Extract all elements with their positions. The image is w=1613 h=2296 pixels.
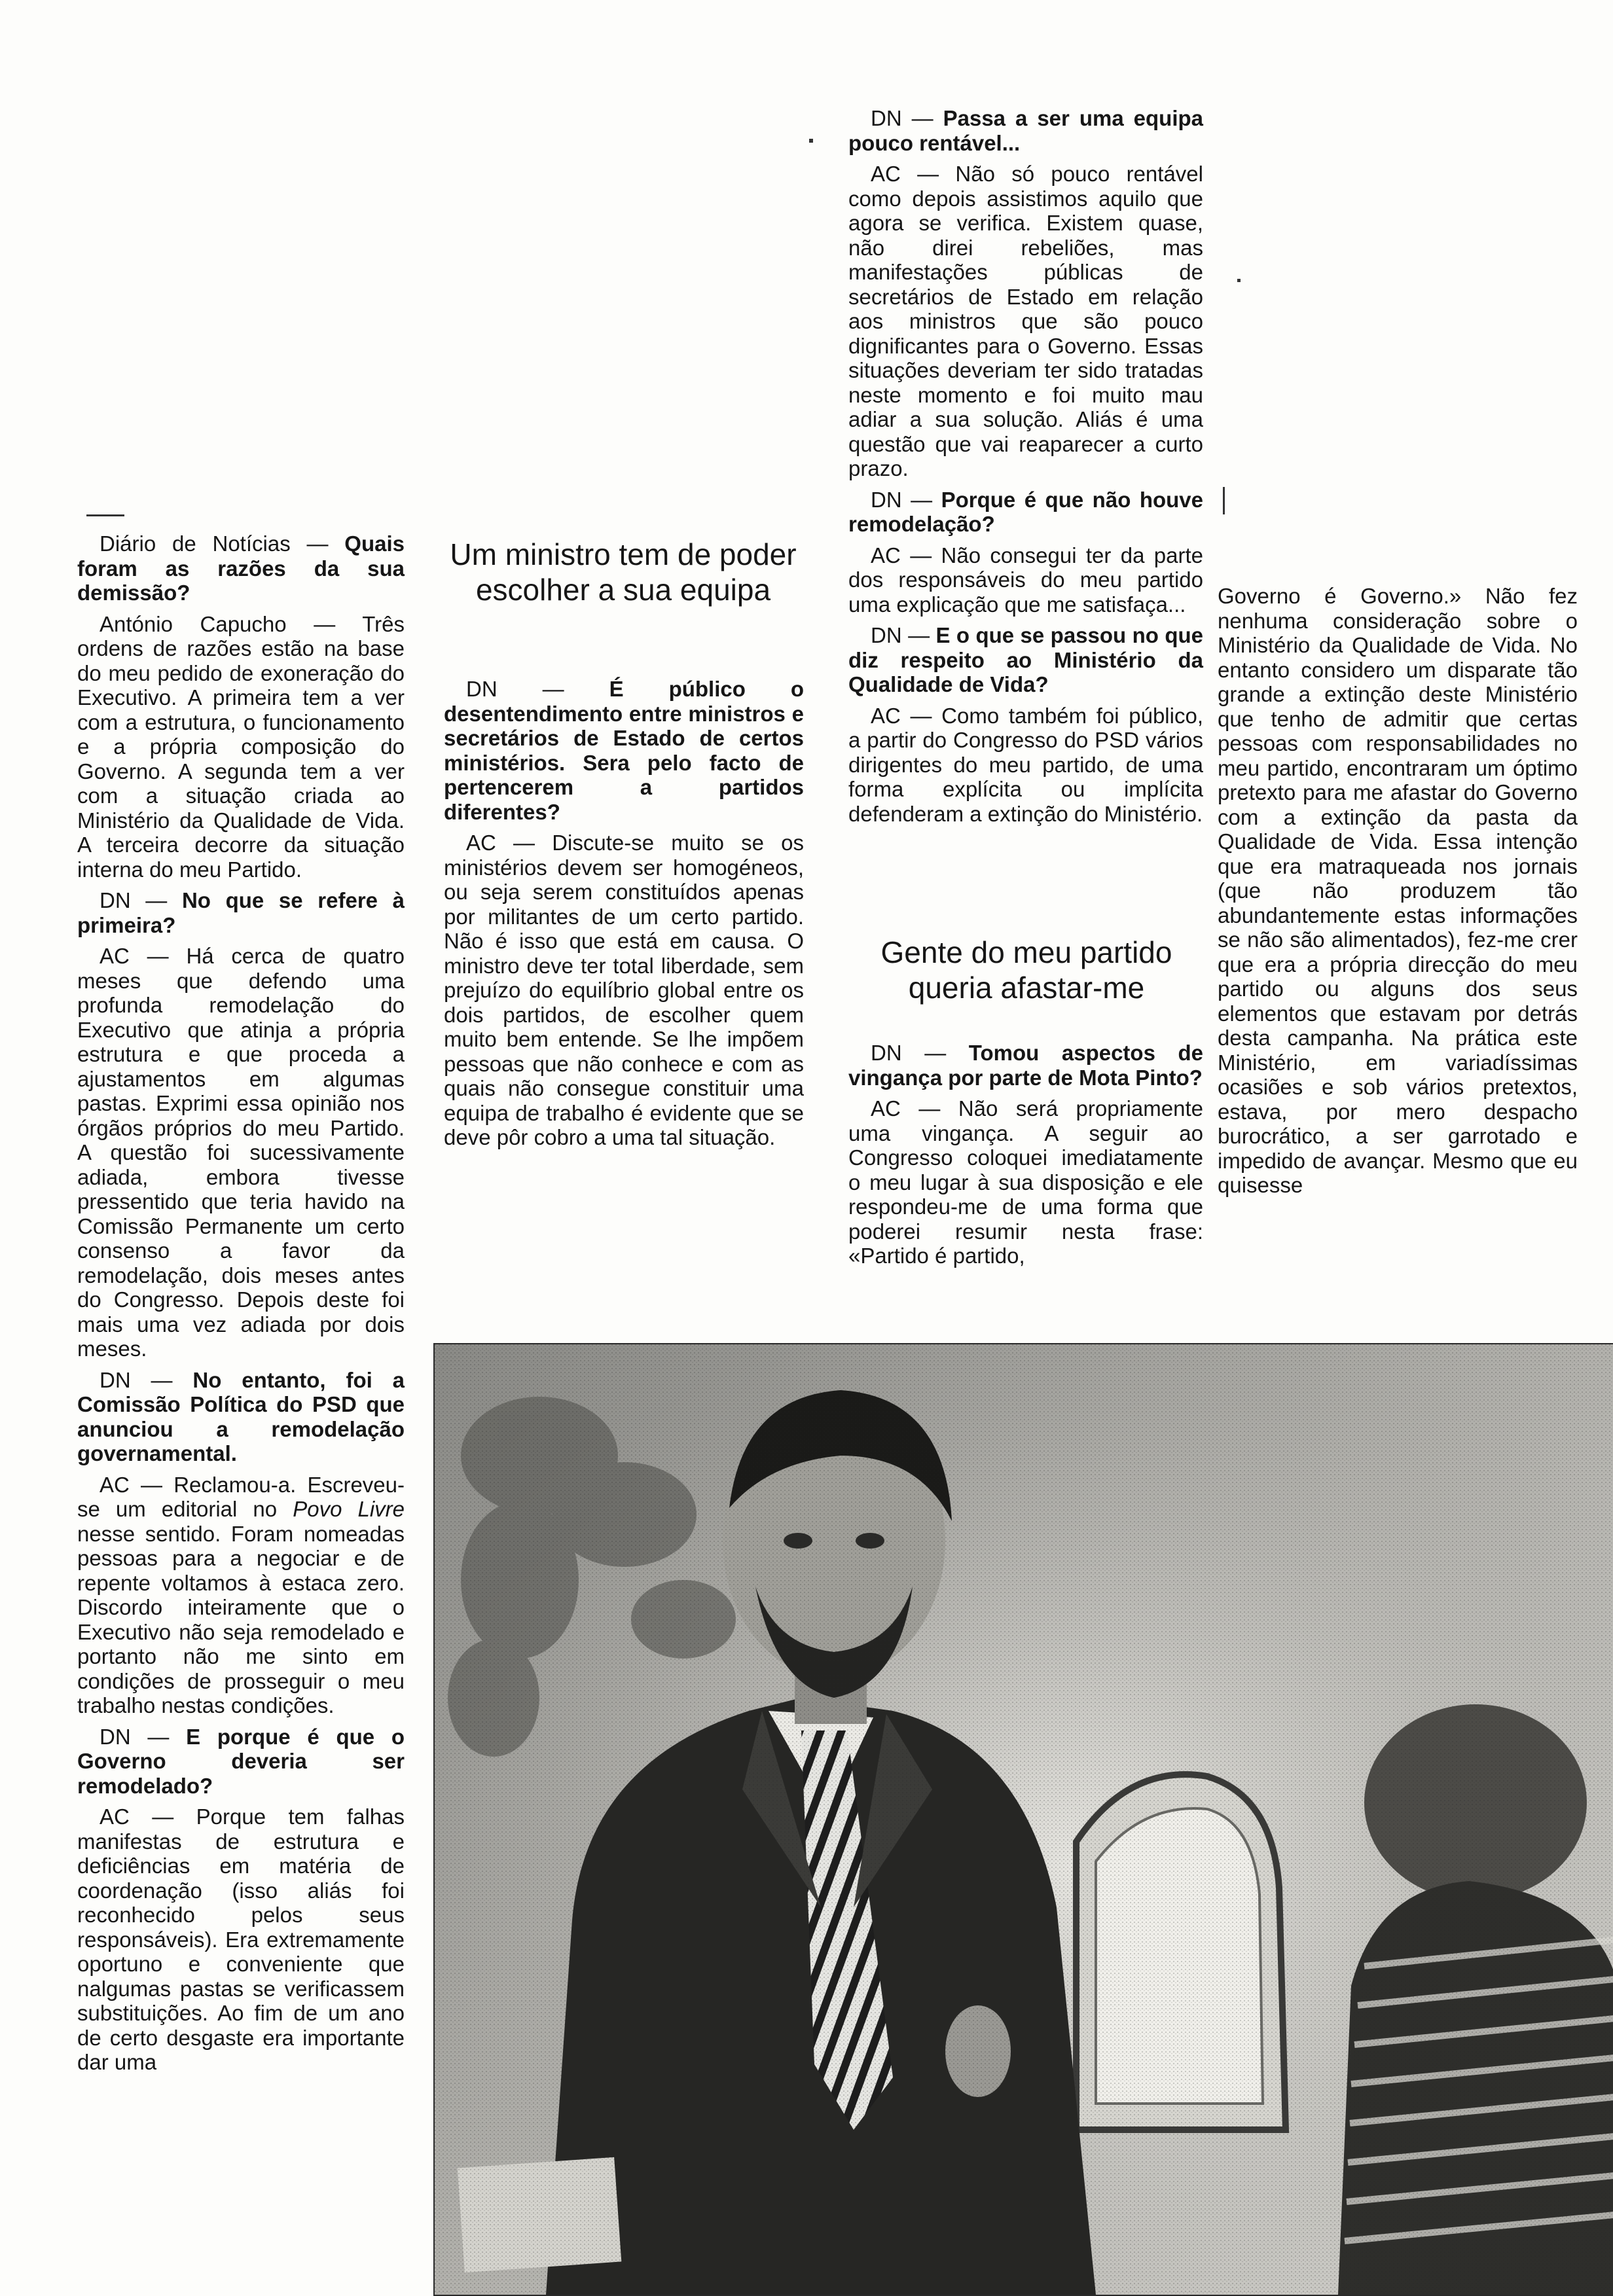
column-2-body: [444, 677, 804, 1150]
column-4-body: [1218, 584, 1578, 1198]
headline-gente-do-meu-partido: Gente do meu partido queria afastar-me: [880, 935, 1172, 1005]
paragraph-text: Discute-se muito se os ministérios devem ser homogéneos, ou seja serem constituídos apenas por militantes de um certo partido. Não é isso que está em causa. O ministro deve ter total liberdade, sem prejuízo do equilíbrio global entre os dois partidos, de escolher quem muito bem entende. Se lhe impõem pessoas que não conhece e com as quais não consegue constituir uma equipa de trabalho é evidente que se deve pôr cobro a uma tal situação.: [444, 831, 804, 1149]
speaker-lead: Diário de Notícias —: [100, 531, 345, 556]
paragraph-text: nesse sentido. Foram nomeadas pessoas para a negociar e de repente voltamos à estaca zero. Discordo inteiramente que o Executivo não seja remodelado e portanto não me sinto em condições de prosseguir o meu trabalho nestas condições.: [77, 1521, 405, 1717]
answer-paragraph: [1218, 584, 1578, 1198]
paragraph-text: Governo é Governo.» Não fez nenhuma consideração sobre o Ministério da Qualidade de Vida. No entanto considero um disparate tão grande a extinção deste Ministério que tenho de admitir que certas pessoas com responsabilidades no meu partido, encontraram um óptimo pretexto para me afastar do Governo com a extinção da pasta da Qualidade de Vida. Essa intenção que era matraqueada nos jornais (que não produzem tão abundantemente estas informações se não são alimentados), fez-me crer que era a própria direcção do meu partido ou alguns dos seus elementos que estavam por detrás desta campanha. Na prática este Ministério, em variadíssimas ocasiões e sob vários pretextos, estava, por mero despacho burocrático, a ser garrotado e impedido de avançar. Mesmo que eu quisesse: [1218, 584, 1578, 1197]
column-2: [444, 677, 804, 1157]
speaker-lead: AC —: [466, 831, 553, 855]
speaker-lead: AC —: [100, 944, 187, 968]
speaker-lead: António Capucho —: [100, 611, 363, 636]
speaker-lead: DN —: [871, 106, 943, 130]
publication-title: Povo Livre: [293, 1497, 405, 1521]
column-3-bottom: [848, 1041, 1203, 1275]
paragraph-text: Não consegui ter da parte dos responsáveis do meu partido uma explicação que me satisfaça...: [848, 543, 1203, 617]
paragraph-text: É público o desentendimento entre ministros e secretários de Estado de certos ministérios. Sera pelo facto de pertencerem a partidos diferentes?: [444, 677, 805, 824]
column-3-top: [848, 106, 1203, 833]
answer-paragraph: [77, 944, 405, 1361]
paragraph-text: Porque é que não houve remodelação?: [848, 487, 1203, 536]
print-speck: [1237, 279, 1241, 282]
speaker-lead: DN —: [871, 1041, 969, 1065]
speaker-lead: DN —: [100, 888, 182, 912]
paragraph-text: E porque é que o Governo deveria ser remodelado?: [77, 1724, 405, 1798]
question-paragraph: [848, 488, 1203, 537]
paragraph-text: Reclamou-a. Escreveu-se um editorial no: [77, 1472, 405, 1521]
column-3-top-body: [848, 106, 1203, 826]
speaker-lead: AC —: [871, 703, 942, 728]
column-1-body: [77, 531, 405, 2075]
question-paragraph: [77, 1368, 405, 1466]
speaker-lead: DN —: [100, 1367, 193, 1392]
paragraph-text: No que se refere à primeira?: [77, 888, 405, 937]
paragraph-text: Não será propriamente uma vingança. A seguir ao Congresso coloquei imediatamente o meu lugar à sua disposição e ele respondeu-me de uma forma que poderei resumir nesta frase: «Partido é partido,: [848, 1096, 1203, 1268]
speaker-lead: AC —: [100, 1804, 196, 1829]
paragraph-text: Tomou aspectos de vingança por parte de Mota Pinto?: [848, 1041, 1203, 1090]
answer-paragraph: [848, 1096, 1203, 1268]
column-3-bottom-body: [848, 1041, 1203, 1268]
question-paragraph: [77, 531, 405, 605]
answer-paragraph: [77, 612, 405, 882]
speaker-lead: DN —: [871, 487, 941, 512]
answer-paragraph: [77, 1473, 405, 1718]
column-4: [1218, 584, 1578, 1204]
answer-paragraph: [444, 831, 804, 1150]
question-paragraph: [77, 1725, 405, 1799]
paragraph-text: Porque tem falhas manifestas de estrutura e deficiências em matéria de coordenação (isso aliás foi reconhecido pelos seus responsáveis). Era extremamente oportuno e conveniente que nalgumas pastas se verificassem substituições. Ao fim de um ano de certo desgaste era importante dar uma: [77, 1804, 405, 2074]
paragraph-text: E o que se passou no que diz respeito ao Ministério da Qualidade de Vida?: [848, 623, 1203, 696]
print-speck: [86, 514, 124, 516]
question-paragraph: [848, 623, 1203, 697]
column-1: [77, 531, 405, 2081]
answer-paragraph: [848, 543, 1203, 617]
question-paragraph: [444, 677, 804, 824]
answer-paragraph: [77, 1804, 405, 2075]
speaker-lead: AC —: [100, 1472, 174, 1497]
paragraph-text: Quais foram as razões da sua demissão?: [77, 531, 405, 605]
answer-paragraph: [848, 162, 1203, 481]
question-paragraph: [77, 888, 405, 937]
paragraph-text: Como também foi público, a partir do Congresso do PSD vários dirigentes do meu partido, de uma forma explícita ou implícita defenderam a extinção do Ministério.: [848, 703, 1203, 826]
speaker-lead: AC —: [871, 543, 941, 567]
paragraph-text: Não só pouco rentável como depois assistimos aquilo que agora se verifica. Existem quase, não direi rebeliões, mas manifestações públicas de secretários de Estado em relação aos ministros que são pouco dignificantes para o Governo. Essas situações deveriam ter sido tratadas neste momento e foi muito mau adiar a sua solução. Aliás é uma questão que vai reaparecer a curto prazo.: [848, 162, 1203, 480]
print-speck: [1223, 487, 1225, 514]
speaker-lead: DN —: [871, 623, 936, 647]
paragraph-text: Três ordens de razões estão na base do meu pedido de exoneração do Executivo. A primeira tem a ver com a estrutura, o funcionamento e a própria composição do Governo. A segunda tem a ver com a situação criada ao Ministério da Qualidade de Vida. A terceira decorre da situação interna do meu Partido.: [77, 611, 405, 882]
news-photo: [433, 1343, 1613, 2296]
print-speck: [809, 139, 813, 143]
speaker-lead: DN —: [100, 1724, 187, 1749]
headline-um-ministro: Um ministro tem de poder escolher a sua equipa: [450, 537, 797, 607]
answer-paragraph: [848, 704, 1203, 827]
question-paragraph: [848, 106, 1203, 155]
paragraph-text: No entanto, foi a Comissão Política do PSD que anunciou a remodelação governamental.: [77, 1367, 405, 1465]
paragraph-text: Há cerca de quatro meses que defendo uma profunda remodelação do Executivo que atinja a própria estrutura e que proceda a ajustamentos em algumas pastas. Exprimi essa opinião nos órgãos próprios do meu Partido. A questão foi sucessivamente adiada, embora tivesse pressentido que teria havido na Comissão Permanente um certo consenso a favor da remodelação, dois meses antes do Congresso. Depois deste foi mais uma vez adiada por dois meses.: [77, 944, 405, 1361]
speaker-lead: DN —: [466, 677, 609, 701]
speaker-lead: AC —: [871, 1096, 958, 1121]
question-paragraph: [848, 1041, 1203, 1090]
paragraph-text: Passa a ser uma equipa pouco rentável...: [848, 106, 1204, 155]
speaker-lead: AC —: [871, 162, 956, 186]
photo-illustration: [435, 1344, 1613, 2295]
